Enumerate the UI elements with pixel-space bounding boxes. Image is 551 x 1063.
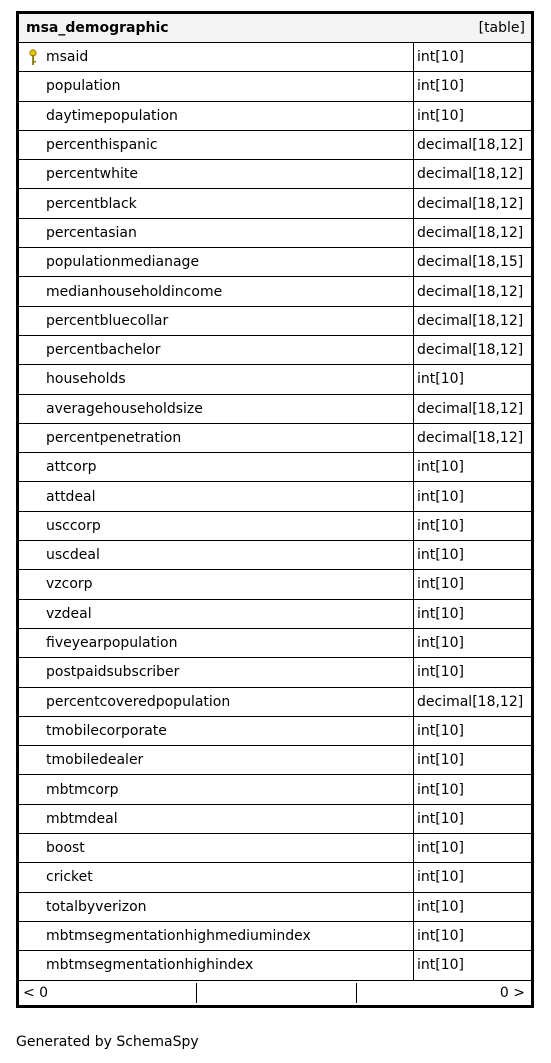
table-name[interactable]: msa_demographic <box>26 20 169 36</box>
column-name-cell <box>19 248 414 276</box>
column-type: int[10] <box>417 78 464 95</box>
column-name: averagehouseholdsize <box>46 400 203 417</box>
table-row[interactable] <box>19 72 531 101</box>
column-type: int[10] <box>417 928 464 945</box>
table-node <box>16 11 534 1008</box>
table-row[interactable] <box>19 600 531 629</box>
column-type: decimal[18,12] <box>417 224 524 241</box>
column-name-cell <box>19 746 414 774</box>
column-name-cell <box>19 365 414 393</box>
column-type: int[10] <box>417 605 464 622</box>
column-name-cell <box>19 629 414 657</box>
parent-count[interactable]: < 0 <box>19 983 197 1003</box>
table-row[interactable] <box>19 482 531 511</box>
column-name-cell <box>19 600 414 628</box>
column-list <box>19 43 531 981</box>
column-name: percentwhite <box>46 166 138 183</box>
child-count[interactable]: 0 > <box>499 984 525 1001</box>
table-row[interactable] <box>19 336 531 365</box>
column-type: int[10] <box>417 898 464 915</box>
table-row[interactable] <box>19 395 531 424</box>
generated-by-label: Generated by SchemaSpy <box>16 1034 199 1050</box>
table-footer <box>19 981 531 1005</box>
column-name-cell <box>19 512 414 540</box>
column-name: mbtmdeal <box>46 810 118 827</box>
column-name-cell <box>19 717 414 745</box>
column-name: populationmedianage <box>46 254 200 271</box>
column-type: int[10] <box>417 722 464 739</box>
column-name-cell <box>19 570 414 598</box>
column-type: decimal[18,12] <box>417 430 524 446</box>
column-type: decimal[18,12] <box>417 137 524 154</box>
column-name: percentbachelor <box>46 342 161 359</box>
column-type: int[10] <box>417 635 464 652</box>
table-row[interactable] <box>19 307 531 336</box>
column-name-cell <box>19 277 414 305</box>
table-row[interactable] <box>19 775 531 804</box>
column-type: int[10] <box>417 517 464 534</box>
column-type: decimal[18,12] <box>417 342 524 359</box>
column-name-cell <box>19 922 414 950</box>
table-row[interactable] <box>19 834 531 863</box>
column-name-cell <box>19 688 414 716</box>
table-row[interactable] <box>19 629 531 658</box>
table-row[interactable] <box>19 189 531 218</box>
table-row[interactable] <box>19 746 531 775</box>
table-row[interactable] <box>19 570 531 599</box>
column-type: int[10] <box>417 49 464 66</box>
column-type: int[10] <box>417 371 464 388</box>
column-name: mbtmsegmentationhighmediumindex <box>46 928 311 945</box>
column-name: totalbyverizon <box>46 898 147 915</box>
column-name: percentpenetration <box>46 430 182 446</box>
column-name: vzdeal <box>46 605 92 622</box>
column-name-cell <box>19 482 414 510</box>
column-name-cell <box>19 72 414 100</box>
column-name-cell <box>19 424 414 452</box>
column-name-cell <box>19 834 414 862</box>
column-type: decimal[18,15] <box>417 254 524 271</box>
column-name: medianhouseholdincome <box>46 283 223 300</box>
column-name-cell <box>19 805 414 833</box>
column-name: percentcoveredpopulation <box>46 693 231 710</box>
table-row[interactable] <box>19 863 531 892</box>
column-type: int[10] <box>417 664 464 681</box>
column-name: daytimepopulation <box>46 107 178 124</box>
table-header <box>19 14 531 43</box>
column-name: vzcorp <box>46 576 93 593</box>
column-name-cell <box>19 102 414 130</box>
column-name-cell <box>19 395 414 423</box>
column-name-cell <box>19 893 414 921</box>
column-type: int[10] <box>417 459 464 476</box>
column-name-cell <box>19 43 414 71</box>
column-name-cell <box>19 336 414 364</box>
table-row[interactable] <box>19 160 531 189</box>
table-row[interactable] <box>19 893 531 922</box>
column-name: tmobiledealer <box>46 752 144 769</box>
table-row[interactable] <box>19 688 531 717</box>
table-row[interactable] <box>19 453 531 482</box>
column-type: int[10] <box>417 107 464 124</box>
table-row[interactable] <box>19 43 531 72</box>
column-name: fiveyearpopulation <box>46 635 178 652</box>
table-row[interactable] <box>19 424 531 453</box>
column-name: attcorp <box>46 459 97 476</box>
column-name-cell <box>19 131 414 159</box>
table-row[interactable] <box>19 541 531 570</box>
column-type: int[10] <box>417 752 464 769</box>
table-row[interactable] <box>19 922 531 951</box>
column-type: decimal[18,12] <box>417 312 524 329</box>
column-name-cell <box>19 775 414 803</box>
column-type: int[10] <box>417 488 464 505</box>
column-type: decimal[18,12] <box>417 195 524 212</box>
column-name-cell <box>19 160 414 188</box>
column-type: decimal[18,12] <box>417 283 524 300</box>
column-name-cell <box>19 219 414 247</box>
column-name-cell <box>19 189 414 217</box>
column-type: int[10] <box>417 781 464 798</box>
table-row[interactable] <box>19 131 531 160</box>
column-name: attdeal <box>46 488 96 505</box>
column-name-cell <box>19 453 414 481</box>
column-type: int[10] <box>417 810 464 827</box>
column-type: int[10] <box>417 869 464 886</box>
column-name: boost <box>46 840 85 857</box>
primary-key-icon <box>28 49 38 66</box>
column-name: population <box>46 78 121 95</box>
column-name: tmobilecorporate <box>46 722 167 739</box>
column-name-cell <box>19 658 414 686</box>
table-row[interactable] <box>19 248 531 277</box>
column-name-cell <box>19 307 414 335</box>
column-name: percentbluecollar <box>46 312 169 329</box>
column-type: int[10] <box>417 576 464 593</box>
column-name: uscdeal <box>46 547 100 564</box>
column-name: percentasian <box>46 224 137 241</box>
column-name: usccorp <box>46 517 101 534</box>
column-name: mbtmcorp <box>46 781 119 798</box>
column-name: postpaidsubscriber <box>46 664 180 681</box>
table-row[interactable] <box>19 277 531 306</box>
table-row[interactable] <box>19 365 531 394</box>
table-row[interactable] <box>19 219 531 248</box>
column-name: mbtmsegmentationhighindex <box>46 957 254 974</box>
table-row[interactable] <box>19 805 531 834</box>
column-name-cell <box>19 541 414 569</box>
column-type: int[10] <box>417 957 464 974</box>
column-name: percentblack <box>46 195 137 212</box>
table-row[interactable] <box>19 102 531 131</box>
column-name: households <box>46 371 126 388</box>
column-name: percenthispanic <box>46 137 158 154</box>
column-type: int[10] <box>417 840 464 857</box>
column-name: cricket <box>46 869 93 886</box>
column-type: decimal[18,12] <box>417 693 524 710</box>
column-type: decimal[18,12] <box>417 400 524 417</box>
column-type: decimal[18,12] <box>417 166 524 183</box>
table-row[interactable] <box>19 951 531 980</box>
table-row[interactable] <box>19 717 531 746</box>
column-type: int[10] <box>417 547 464 564</box>
column-name-cell <box>19 951 414 979</box>
table-row[interactable] <box>19 512 531 541</box>
table-kind-label: [table] <box>478 20 525 36</box>
column-name-cell <box>19 863 414 891</box>
footer-spacer <box>197 983 357 1003</box>
table-row[interactable] <box>19 658 531 687</box>
column-name: msaid <box>46 49 89 66</box>
